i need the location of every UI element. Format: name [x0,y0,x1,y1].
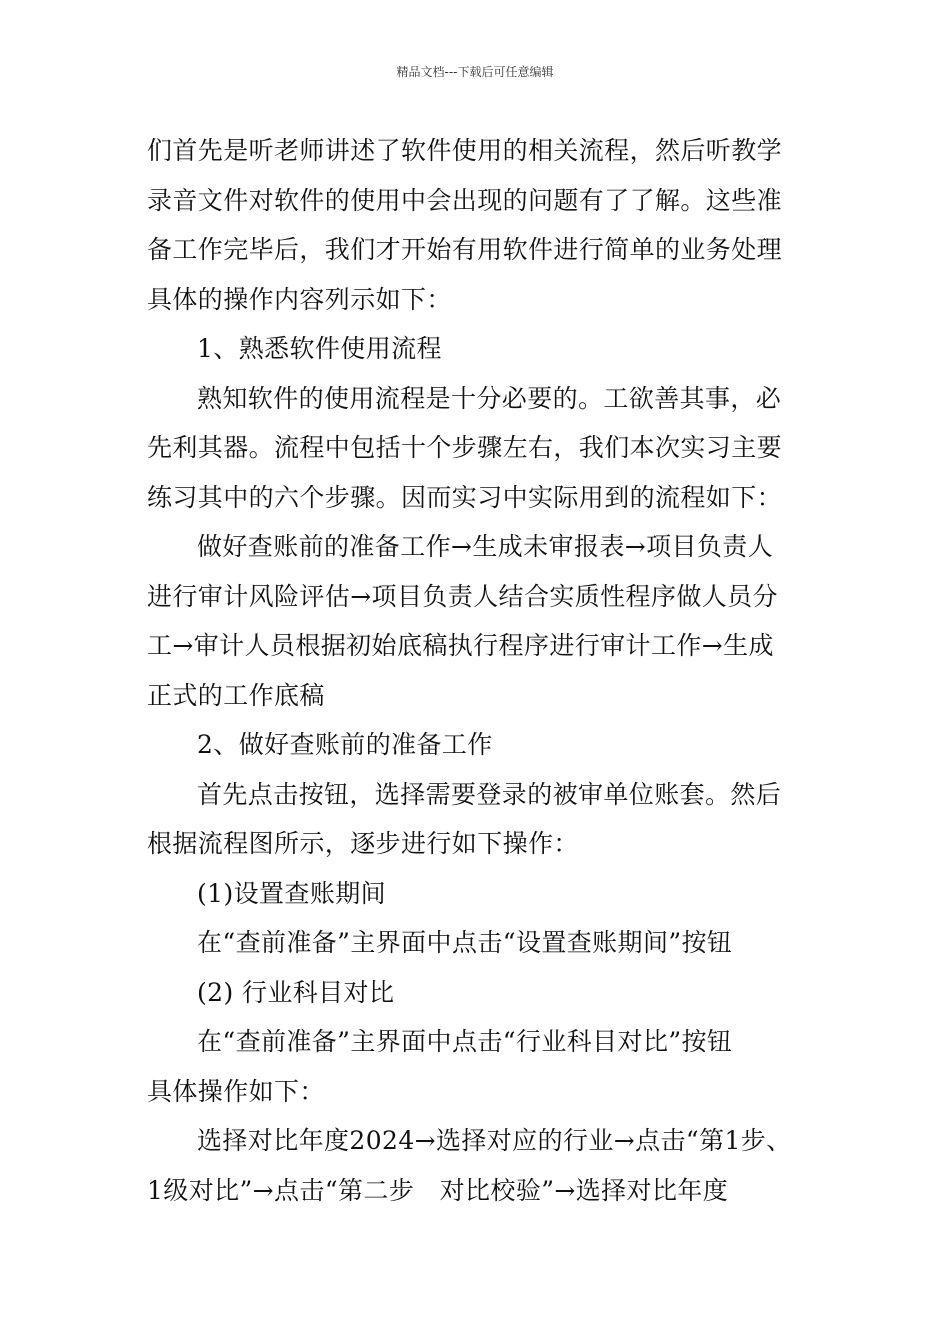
body-line: 1、熟悉软件使用流程 [197,334,442,363]
body-line: 具体的操作内容列示如下： [147,284,452,314]
body-line: 做好查账前的准备工作→生成未审报表→项目负责人 [197,532,774,561]
body-line: 先利其器。流程中包括十个步骤左右，我们本次实习主要 [147,433,783,462]
body-line: 进行审计风险评估→项目负责人结合实质性程序做人员分 [147,581,778,611]
body-line: 工→审计人员根据初始底稿执行程序进行审计工作→生成 [147,631,774,660]
body-line: 1级对比”→点击“第二步 对比校验”→选择对比年度 [147,1175,729,1205]
body-line: 选择对比年度2024→选择对应的行业→点击“第1步、 [197,1126,792,1155]
body-line: 2、做好查账前的准备工作 [197,730,493,759]
body-line: 备工作完毕后，我们才开始有用软件进行简单的业务处理 [147,235,783,264]
body-line: 练习其中的六个步骤。因而实习中实际用到的流程如下： [147,482,783,512]
body-line: 们首先是听老师讲述了软件使用的相关流程，然后听教学 [147,136,783,165]
body-line: 根据流程图所示，逐步进行如下操作： [147,829,579,858]
document-body [147,126,811,1215]
body-line: 首先点击按钮，选择需要登录的被审单位账套。然后 [197,779,782,809]
page-header: 精品文档---下载后可任意编辑 [396,65,554,79]
body-line: 录音文件对软件的使用中会出现的问题有了了解。这些准 [147,185,783,215]
body-line: 在“查前准备”主界面中点击“行业科目对比”按钮 [197,1027,733,1056]
body-line: 熟知软件的使用流程是十分必要的。工欲善其事，必 [197,383,782,413]
body-line: 正式的工作底稿 [147,680,325,710]
body-line: 具体操作如下： [147,1076,325,1106]
body-line: 在“查前准备”主界面中点击“设置查账期间”按钮 [197,928,733,957]
body-line: (1)设置查账期间 [197,878,387,908]
body-line: (2) 行业科目对比 [197,977,395,1007]
